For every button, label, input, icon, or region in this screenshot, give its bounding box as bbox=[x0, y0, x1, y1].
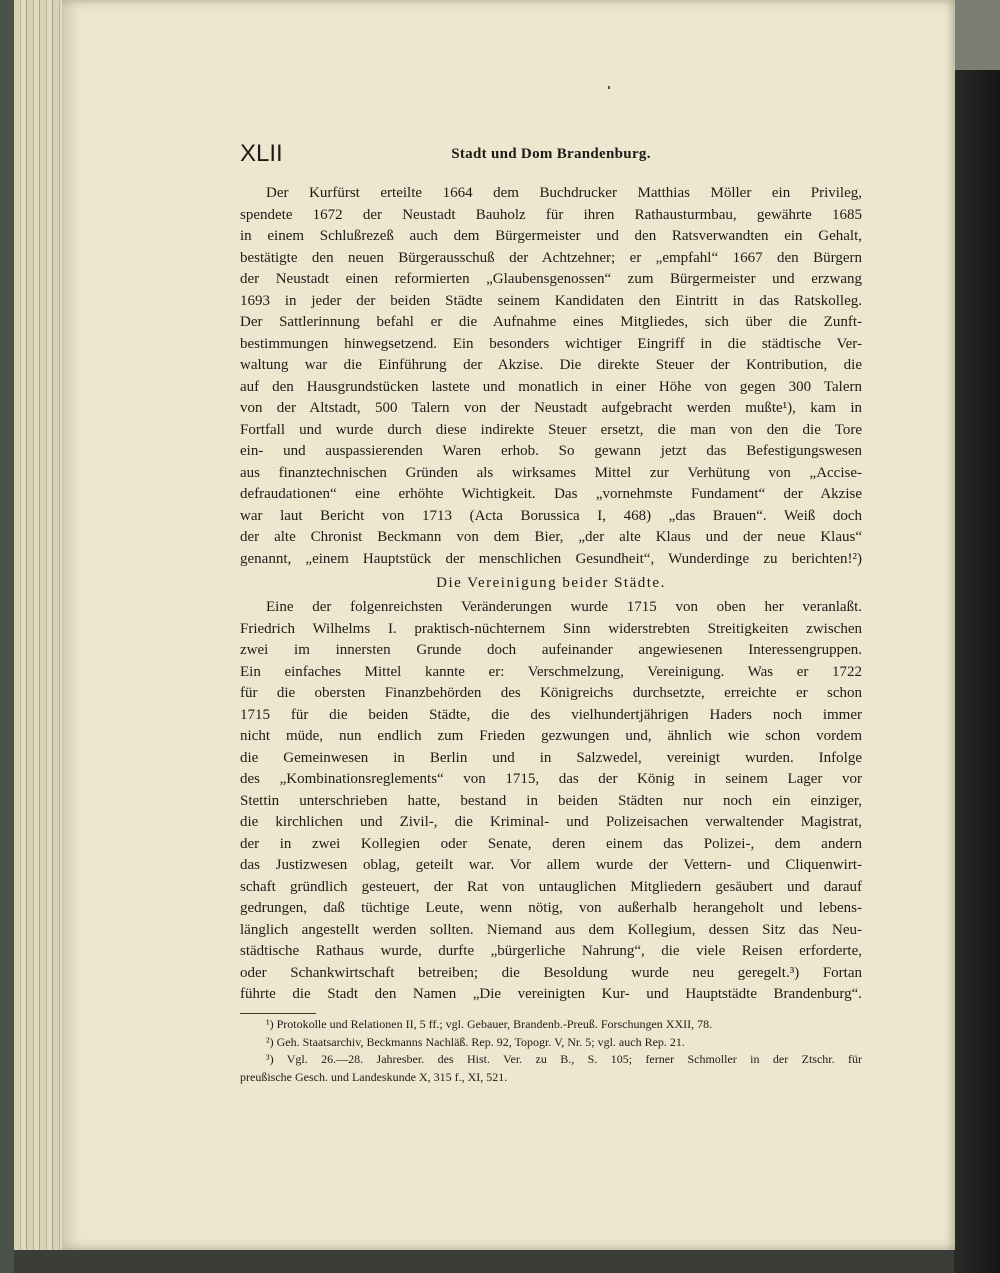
footnote-rule bbox=[240, 1013, 316, 1014]
text-line: auf den Hausgrundstücken lastete und monatlich in einer Höhe von gegen 300 Talern bbox=[240, 378, 862, 395]
text-line: Der Kurfürst erteilte 1664 dem Buchdrucker Matthias Möller ein Privileg, bbox=[266, 185, 862, 201]
footnotes bbox=[240, 1016, 862, 1086]
text-line: schaft gründlich gesteuert, der Rat von untauglichen Mitgliedern gesäubert und darauf bbox=[240, 878, 862, 895]
speck bbox=[608, 86, 610, 89]
text-line: Friedrich Wilhelms I. praktisch-nüchternem Sinn widerstrebten Streitigkeiten zwischen bbox=[240, 620, 862, 637]
text-line: genannt, „einem Hauptstück der menschlichen Gesundheit“, Wunderdinge zu berichten!²) bbox=[240, 550, 862, 567]
text-line: 1715 für die beiden Städte, die des vielhundertjährigen Haders noch immer bbox=[240, 706, 862, 723]
text-line: bestätigte den neuen Bürgerausschuß der Achtzehner; er „empfahl“ 1667 den Bürgern bbox=[240, 249, 862, 266]
text-line: der in zwei Kollegien oder Senate, deren einem das Polizei-, dem andern bbox=[240, 835, 862, 852]
text-line: gedrungen, daß tüchtige Leute, wenn nötig, von außerhalb herangeholt und lebens- bbox=[240, 900, 862, 916]
book-cover-left bbox=[0, 0, 14, 1273]
footnote-1: ¹) Protokolle und Relationen II, 5 ff.; vgl. Gebauer, Brandenb.-Preuß. Forschungen XXII, 78. bbox=[266, 1017, 713, 1031]
footnote-3-cont: preußische Gesch. und Landeskunde X, 315 f., XI, 521. bbox=[240, 1069, 508, 1084]
paragraph-2 bbox=[240, 597, 862, 1006]
text-line: der Neustadt einen reformierten „Glaubensgenossen“ zum Bürgermeister und erzwang bbox=[240, 271, 862, 287]
text-line: in einem Schlußrezeß auch dem Bürgermeister und den Ratsverwandten ein Gehalt, bbox=[240, 228, 862, 244]
text-line: spendete 1672 der Neustadt Bauholz für ihren Rathausturmbau, gewährte 1685 bbox=[240, 206, 862, 223]
text-line: städtische Rathaus wurde, durfte „bürgerliche Nahrung“, die viele Reisen erforderte, bbox=[240, 943, 862, 959]
text-line: von der Altstadt, 500 Talern von der Neustadt aufgebracht werden mußte¹), kam in bbox=[240, 400, 862, 416]
running-title: Stadt und Dom Brandenburg. bbox=[451, 146, 651, 162]
text-line: das Justizwesen oblag, geteilt war. Vor allem wurde der Vettern- und Cliquenwirt- bbox=[240, 857, 862, 873]
text-line: oder Schankwirtschaft betreiben; die Besoldung wurde neu geregelt.³) Fortan bbox=[240, 964, 862, 981]
text-line: zwei im innersten Grunde doch aufeinander angewiesenen Interessengruppen. bbox=[240, 642, 862, 658]
text-line: Eine der folgenreichsten Veränderungen wurde 1715 von oben her veranlaßt. bbox=[266, 599, 862, 615]
text-line: Fortfall und wurde durch diese indirekte Steuer ersetzt, die man von den die Tore bbox=[240, 421, 862, 438]
text-line: der alte Chronist Beckmann von dem Bier, „der alte Klaus und der neue Klaus“ bbox=[240, 529, 862, 545]
page-header bbox=[240, 140, 862, 170]
text-line: nicht müde, nun endlich zum Frieden gezwungen und, ähnlich wie schon vordem bbox=[240, 728, 862, 744]
cover-corner bbox=[954, 0, 1000, 70]
page-number: XLII bbox=[240, 140, 283, 167]
book-cover-right bbox=[954, 0, 1000, 1273]
text-line: führte die Stadt den Namen „Die vereinigten Kur- und Hauptstädte Brandenburg“. bbox=[240, 986, 862, 1002]
text-line: war laut Bericht von 1713 (Acta Borussica I, 468) „das Brauen“. Weiß doch bbox=[240, 507, 862, 524]
text-line: die Gemeinwesen in Berlin und in Salzwedel, vereinigt wurden. Infolge bbox=[240, 749, 862, 766]
text-line: die kirchlichen und Zivil-, die Kriminal- und Polizeisachen verwaltender Magistrat, bbox=[240, 814, 862, 830]
text-line: Ein einfaches Mittel kannte er: Verschmelzung, Vereinigung. Was er 1722 bbox=[240, 663, 862, 680]
footnote-3: ³) Vgl. 26.—28. Jahresber. des Hist. Ver. zu B., S. 105; ferner Schmoller in der Ztschr. für bbox=[266, 1052, 862, 1066]
text-line: waltung war die Einführung der Akzise. Die direkte Steuer der Kontribution, die bbox=[240, 357, 862, 373]
text-line: länglich angestellt werden sollten. Niemand aus dem Kollegium, dessen Sitz das Neu- bbox=[240, 921, 862, 938]
text-line: defraudationen“ eine erhöhte Wichtigkeit. Das „vornehmste Fundament“ der Akzise bbox=[240, 486, 862, 502]
text-line: aus finanztechnischen Gründen als wirksames Mittel zur Verhütung von „Accise- bbox=[240, 464, 862, 481]
text-line: 1693 in jeder der beiden Städte seinem Kandidaten den Eintritt in das Ratskolleg. bbox=[240, 292, 862, 309]
text-line: für die obersten Finanzbehörden des Königreichs durchsetzte, erreichte er schon bbox=[240, 685, 862, 701]
page-edges bbox=[14, 0, 64, 1250]
text-line: Stettin unterschrieben hatte, bestand in beiden Städten nur noch ein einziger, bbox=[240, 792, 862, 809]
footnote-2: ²) Geh. Staatsarchiv, Beckmanns Nachläß. Rep. 92, Topogr. V, Nr. 5; vgl. auch Rep. 21. bbox=[266, 1034, 685, 1049]
section-heading: Die Vereinigung beider Städte. bbox=[436, 575, 666, 591]
paragraph-1 bbox=[240, 183, 862, 570]
text-line: ein- und auspassierenden Waren erhob. So gewann jetzt das Befestigungswesen bbox=[240, 443, 862, 459]
text-line: Der Sattlerinnung befahl er die Aufnahme eines Mitgliedes, sich über die Zunft- bbox=[240, 314, 862, 330]
text-line: bestimmungen hinwegsetzend. Ein besonders wichtiger Eingriff in die städtische Ver- bbox=[240, 335, 862, 352]
text-line: des „Kombinationsreglements“ von 1715, das der König in seinem Lager vor bbox=[240, 771, 862, 787]
